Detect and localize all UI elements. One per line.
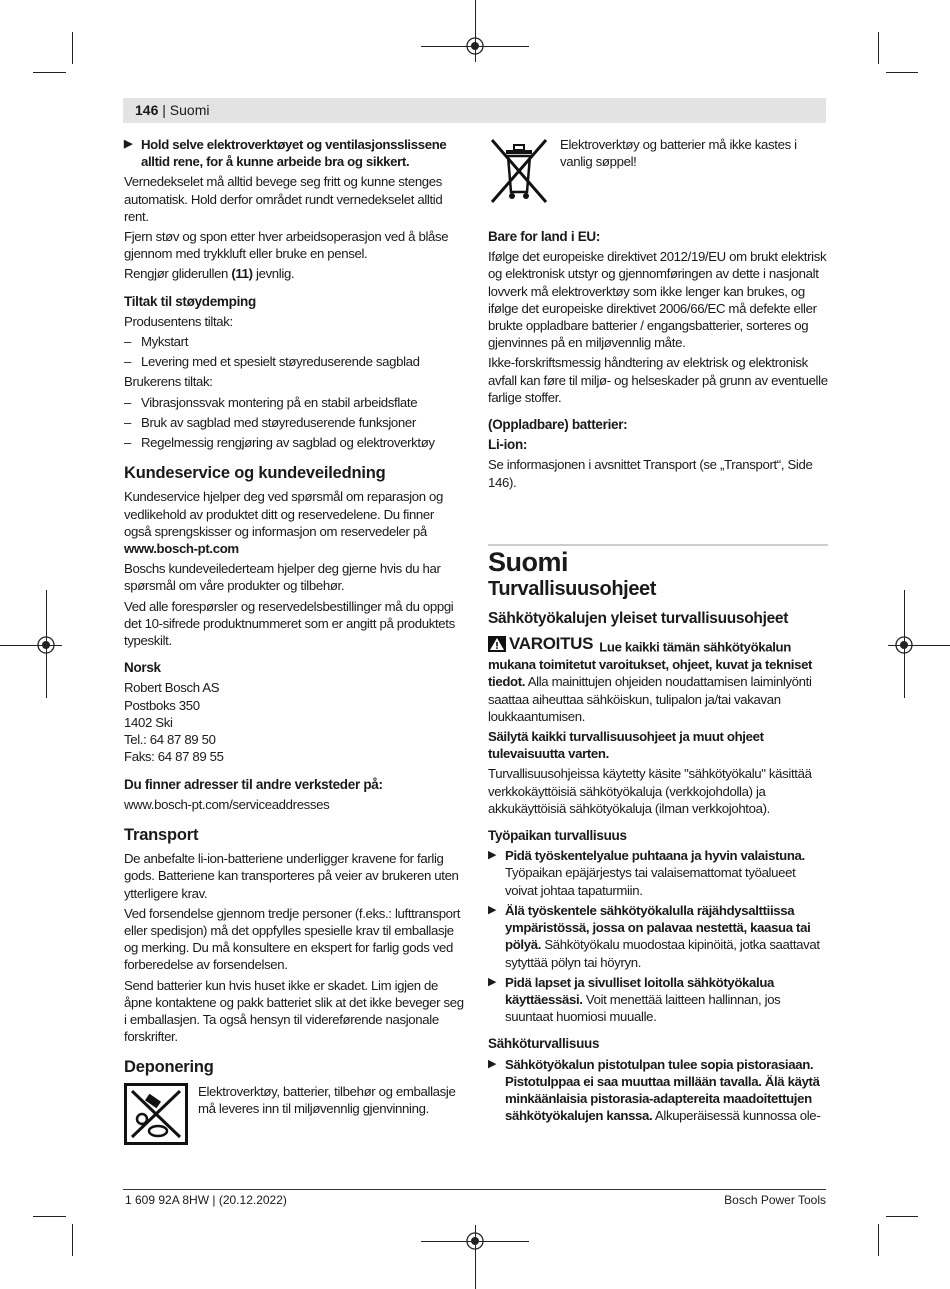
paragraph: Ikke-forskriftsmessig håndtering av elektrisk og elektronisk avfall kan føre til miljø- og helseskader på grunn av eventuelle farlige stoffer. bbox=[488, 355, 828, 405]
transport-title: Transport bbox=[124, 825, 199, 844]
paragraph: Kundeservice hjelper deg ved spørsmål om reparasjon og vedlikehold av produktet ditt og reservedelene. Du finner også sprengskisser og informasjon om reservedeler på www.bosch-pt.com bbox=[124, 489, 444, 557]
warning-badge: VAROITUS bbox=[488, 635, 593, 652]
paragraph: Rengjør gliderullen (11) jevnlig. bbox=[124, 266, 295, 282]
right-column bbox=[488, 136, 828, 1127]
paragraph: Send batterier kun hvis huset ikke er skadet. Lim igjen de åpne kontaktene og pakk batteriet slik at det ikke beveger seg i emballasjen. Ta også hensyn til videreførende nasjonale forskrifter. bbox=[124, 977, 464, 1045]
safety-title: Turvallisuusohjeet bbox=[488, 578, 657, 601]
list-item: – Bruk av sagblad med støyreduserende funksjoner bbox=[124, 414, 416, 430]
disposal-title: Deponering bbox=[124, 1058, 214, 1077]
page-number: 146 bbox=[135, 102, 159, 118]
list-item: ▶ Älä työskentele sähkötyökalulla räjähdysalttiissa ympäristössä, jossa on palavaa nestettä, kaasua tai pölyä. Sähkötyökalu muodostaa kipinöitä, jotka saattavat sytyttää pölyn tai höyryn. bbox=[488, 902, 820, 970]
list-item: – Regelmessig rengjøring av sagblad og elektroverktøy bbox=[124, 435, 435, 451]
list-item: ▶ Sähkötyökalun pistotulpan tulee sopia pistorasiaan. Pistotulppaa ei saa muuttaa millään tavalla. Älä käytä minkäänlaisia pistorasia-adaptereita maadoitettujen sähkötyökalujen kanssa. Alkuperäisessä kunnossa ole- bbox=[488, 1056, 821, 1124]
disposal-row bbox=[124, 1083, 464, 1145]
country-title: Norsk bbox=[124, 660, 161, 676]
other-addresses-title: Du finner adresser til andre verksteder på: bbox=[124, 776, 383, 792]
footer-brand: Bosch Power Tools bbox=[724, 1193, 826, 1207]
list-item: ▶ Pidä työskentelyalue puhtaana ja hyvin valaistuna. Työpaikan epäjärjestys tai valaisemattomat työalueet voivat johtaa tapaturmiin. bbox=[488, 848, 805, 898]
header-section: Suomi bbox=[169, 102, 210, 118]
bullet-arrow-icon: ▶ bbox=[124, 138, 133, 150]
disposal-text: Elektroverktøy, batterier, tilbehør og emballasje må leveres inn til miljøvennlig gjenvinning. bbox=[198, 1083, 456, 1116]
bullet-arrow-icon: ▶ bbox=[488, 1057, 497, 1070]
bin-text: Elektroverktøy og batterier må ikke kastes i vanlig søppel! bbox=[560, 137, 797, 170]
work-safety-title: Työpaikan turvallisuus bbox=[488, 828, 627, 844]
page-footer bbox=[123, 1189, 826, 1207]
paragraph: Fjern støv og spon etter hver arbeidsoperasjon ved å blåse gjennom med trykkluft eller bruke en pensel. bbox=[124, 229, 449, 262]
registration-mark-icon bbox=[36, 635, 56, 655]
paragraph: De anbefalte li-ion-batteriene underligger kravene for farlig gods. Batteriene kan transporteres på veier av brukeren uten ytterligere krav. bbox=[124, 851, 459, 901]
list-item: – Levering med et spesielt støyreduserende sagblad bbox=[124, 354, 420, 370]
paragraph: Se informasjonen i avsnittet Transport (se „Transport“, Side 146). bbox=[488, 457, 813, 490]
paragraph: Boschs kundeveilederteam hjelper deg gjerne hvis du har spørsmål om våre produkter og tilbehør. bbox=[124, 561, 441, 594]
section-divider bbox=[488, 544, 828, 546]
user-label: Brukerens tiltak: bbox=[124, 374, 213, 390]
page-header: 146 | Suomi bbox=[123, 98, 826, 123]
warning-triangle-icon bbox=[488, 636, 506, 652]
list-item: – Vibrasjonssvak montering på en stabil arbeidsflate bbox=[124, 394, 418, 410]
list-item: ▶ Pidä lapset ja sivulliset loitolla sähkötyökalua käyttäessäsi. Voit menettää laitteen hallinnan, jos suuntaat huomiosi muualle. bbox=[488, 974, 781, 1025]
paragraph: Vernedekselet må alltid bevege seg fritt og kunne stenges automatisk. Hold derfor området rundt vernedekselet alltid rent. bbox=[124, 174, 443, 224]
eu-title: Bare for land i EU: bbox=[488, 229, 601, 244]
paragraph: Ved alle forespørsler og reservedelsbestillinger må du oppgi det 10-sifrede produktnummeret som er angitt på produktets typeskilt. bbox=[124, 598, 455, 649]
electrical-safety-title: Sähköturvallisuus bbox=[488, 1036, 600, 1052]
bullet-arrow-icon: ▶ bbox=[488, 975, 497, 988]
bin-row bbox=[488, 136, 828, 206]
bullet-clean-tool: ▶ Hold selve elektroverktøyet og ventilasjonsslissene alltid rene, for å kunne arbeide bra og sikkert. bbox=[124, 137, 447, 170]
maker-label: Produsentens tiltak: bbox=[124, 313, 233, 329]
serviceaddresses-link[interactable]: www.bosch-pt.com/serviceaddresses bbox=[124, 796, 330, 812]
liion-title: Li-ion: bbox=[488, 437, 528, 453]
address-block: Robert Bosch AS Postboks 350 1402 Ski Tel.: 64 87 89 50 Faks: 64 87 89 55 bbox=[124, 680, 224, 765]
registration-mark-icon bbox=[465, 1231, 485, 1251]
noise-title: Tiltak til støydemping bbox=[124, 293, 256, 309]
language-title: Suomi bbox=[488, 546, 569, 577]
recycling-icon bbox=[124, 1083, 188, 1145]
list-item: – Mykstart bbox=[124, 334, 189, 350]
bullet-arrow-icon: ▶ bbox=[488, 849, 497, 862]
left-column bbox=[124, 136, 464, 1145]
paragraph: Ved forsendelse gjennom tredje personer (f.eks.: lufttransport eller spedisjon) må det oppfylles spesielle krav til emballasje og merking. Du må konsultere en ekspert for farlig gods ved forberedelse av forsendelsen. bbox=[124, 905, 461, 973]
registration-mark-icon bbox=[465, 36, 485, 56]
paragraph: Ifølge det europeiske direktivet 2012/19/EU om brukt elektrisk og elektronisk utstyr og gjennomføringen av dette i nasjonalt lovverk må elektroverktøy som ikke lenger kan brukes, og ifølge det europeiske direktivet 2006/66/EC må defekte eller brukte oppladbare batterier / engangsbatterier, sorteres og gjenvinnes på en miljøvennlig måte. bbox=[488, 249, 827, 351]
registration-mark-icon bbox=[894, 635, 914, 655]
crossed-bin-icon bbox=[488, 136, 550, 206]
warning-paragraph: VAROITUS Lue kaikki tämän sähkötyökalun mukana toimitetut varoitukset, ohjeet, kuvat ja tekniset tiedot. Alla mainittujen ohjeiden noudattamisen laiminlyönti saattaa aiheuttaa sähköiskun, tulipalon ja/tai vakavan loukkaantumisen. bbox=[488, 634, 813, 724]
paragraph: Turvallisuusohjeissa käytetty käsite "sähkötyökalu" käsittää verkkokäyttöisiä sähkötyökaluja (verkkojohdolla) ja akkukäyttöisiä sähkötyökaluja (ilman verkkojohtoa). bbox=[488, 766, 812, 816]
service-title: Kundeservice og kundeveiledning bbox=[124, 464, 386, 483]
bullet-arrow-icon: ▶ bbox=[488, 903, 497, 916]
general-safety-title: Sähkötyökalujen yleiset turvallisuusohjeet bbox=[488, 610, 789, 628]
service-link[interactable]: www.bosch-pt.com bbox=[124, 541, 239, 557]
battery-title: (Oppladbare) batterier: bbox=[488, 417, 628, 433]
footer-code: 1 609 92A 8HW | (20.12.2022) bbox=[125, 1193, 287, 1207]
keep-instructions: Säilytä kaikki turvallisuusohjeet ja muut ohjeet tulevaisuutta varten. bbox=[488, 729, 764, 762]
